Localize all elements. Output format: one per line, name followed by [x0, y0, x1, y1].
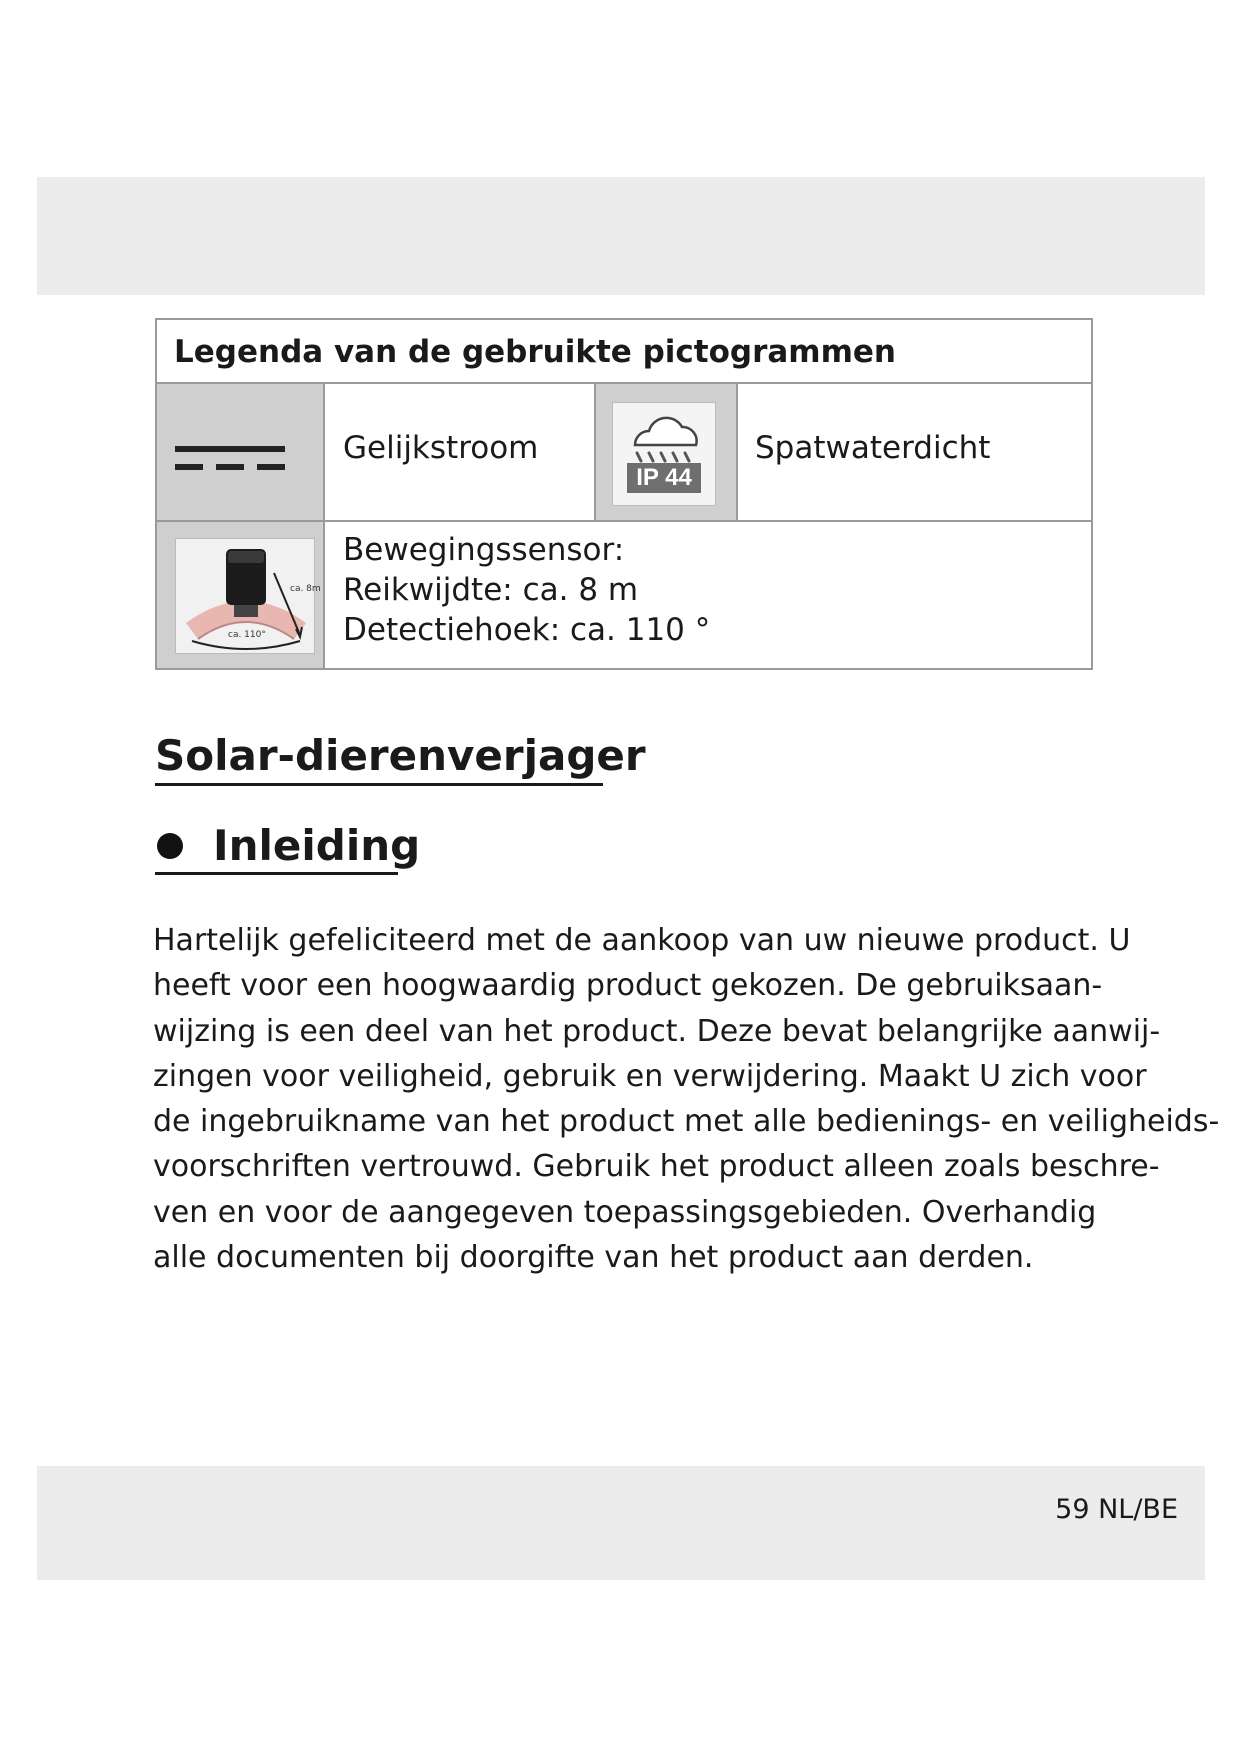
- direct-current-icon: [175, 446, 285, 476]
- paragraph-line: alle documenten bij doorgifte van het product aan derden.: [153, 1240, 1034, 1276]
- motion-sensor-icon: [175, 538, 321, 654]
- ip44-icon-cell: [596, 384, 736, 520]
- sensor-icon-cell: [157, 522, 323, 668]
- footer-band: [37, 1466, 1205, 1580]
- bullet-icon: [157, 833, 183, 859]
- paragraph-line: zingen voor veiligheid, gebruik en verwijdering. Maakt U zich voor: [153, 1058, 1147, 1094]
- splash-water-ip44-icon: [612, 402, 716, 506]
- legend-table: [155, 318, 1093, 670]
- dc-icon-cell: [157, 384, 323, 520]
- header-band: [37, 177, 1205, 295]
- section-underline: [155, 872, 398, 875]
- title-underline: [155, 783, 603, 786]
- legend-sensor-line-3: Detectiehoek: ca. 110 °: [343, 612, 711, 648]
- legend-sensor-line-1: Bewegingssensor:: [343, 532, 625, 568]
- sensor-range-label: ca. 8m: [290, 584, 321, 594]
- legend-sensor-line-2: Reikwijdte: ca. 8 m: [343, 572, 639, 608]
- paragraph-line: wijzing is een deel van het product. Deze bevat belangrijke aanwij-: [153, 1013, 1161, 1049]
- paragraph-line: heeft voor een hoogwaardig product gekozen. De gebruiksaan-: [153, 968, 1103, 1004]
- intro-paragraph: [153, 918, 1220, 1280]
- legend-label-splash: Spatwaterdicht: [755, 430, 991, 466]
- page-title: Solar-dierenverjager: [155, 731, 646, 780]
- paragraph-line: Hartelijk gefeliciteerd met de aankoop van uw nieuwe product. U: [153, 923, 1131, 958]
- ip44-label: IP 44: [627, 463, 701, 493]
- paragraph-line: de ingebruikname van het product met alle bedienings- en veiligheids-: [153, 1104, 1220, 1140]
- legend-sensor-text: [343, 530, 710, 650]
- legend-label-dc: Gelijkstroom: [343, 430, 539, 466]
- page-number: 59 NL/BE: [1055, 1494, 1178, 1525]
- paragraph-line: ven en voor de aangegeven toepassingsgebieden. Overhandig: [153, 1194, 1097, 1230]
- legend-title: Legenda van de gebruikte pictogrammen: [157, 320, 1091, 384]
- paragraph-line: voorschriften vertrouwd. Gebruik het product alleen zoals beschre-: [153, 1149, 1160, 1185]
- sensor-angle-label: ca. 110°: [228, 630, 266, 640]
- section-title: Inleiding: [213, 821, 421, 870]
